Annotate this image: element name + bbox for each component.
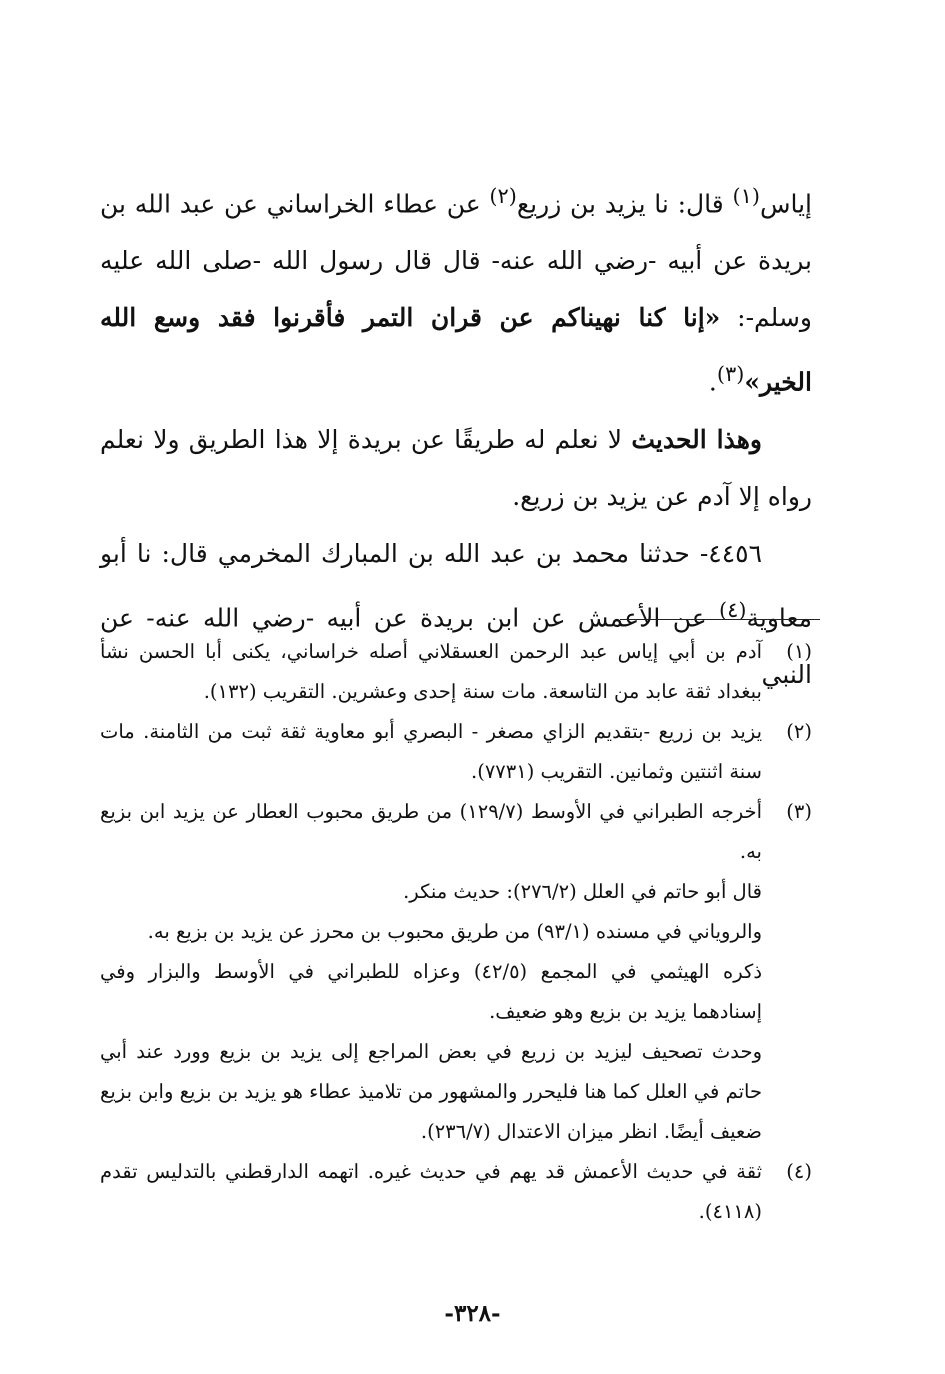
text-span: عن عطاء الخراساني عن عبد الله بن بريدة عن أبيه -رضي الله عنه- قال قال رسول الله -صلى الله عليه وسلم-:: [100, 189, 812, 333]
footnote-text: يزيد بن زريع -بتقديم الزاي مصغر - البصري أبو معاوية ثقة ثبت من الثامنة. مات سنة اثنتين وثمانين. التقريب (٧٧٣١).: [100, 720, 762, 783]
footnote-text: والروياني في مسنده (٩٣/١) من طريق محبوب بن محرز عن يزيد بن بزيع به.: [147, 920, 762, 943]
page-number: -٣٢٨-: [444, 1300, 501, 1327]
footnote-ref-4: (٤): [719, 597, 747, 622]
footnote-text: آدم بن أبي إياس عبد الرحمن العسقلاني أصله خراساني، يكنى أبا الحسن نشأ ببغداد ثقة عابد من التاسعة. مات سنة إحدى وعشرين. التقريب (١٣٢).: [100, 640, 762, 703]
footnote-4: [100, 1152, 812, 1232]
footnote-separator: [620, 619, 820, 620]
footnote-ref-2: (٢): [489, 184, 517, 208]
footnote-number: (٤): [786, 1160, 812, 1183]
hadith-quote: «إنا كنا نهيناكم عن قران التمر فأقرنوا فقد وسع الله الخير»: [100, 303, 812, 397]
footnote-text: قال أبو حاتم في العلل (٢٧٦/٢): حديث منكر.: [403, 880, 762, 903]
footnote-body: [100, 712, 762, 792]
text-span: ٤٤٥٦- حدثنا محمد بن عبد الله بن المبارك المخرمي قال: نا أبو معاوية: [100, 538, 812, 632]
text-span: .: [708, 367, 717, 397]
footnote-number: (٣): [786, 800, 812, 823]
text-span: قال: نا يزيد بن زريع: [516, 189, 733, 219]
text-span: عن الأعمش عن ابن بريدة عن أبيه -رضي الله عنه- عن النبي: [100, 602, 812, 689]
footnote-2: [100, 712, 812, 792]
footnote-body: [100, 1152, 762, 1232]
footnote-text: أخرجه الطبراني في الأوسط (١٢٩/٧) من طريق محبوب العطار عن يزيد ابن بزيع به.: [100, 800, 762, 863]
footnote-ref-1: (١): [732, 184, 760, 208]
paragraph-2: [100, 411, 812, 525]
footnote-ref-3: (٣): [716, 362, 745, 387]
text-span: إياس: [759, 189, 812, 219]
bold-lead: وهذا الحديث: [631, 424, 763, 454]
footnote-number: (١): [786, 640, 812, 663]
paragraph-1: [100, 168, 812, 411]
text-span: لا نعلم له طريقًا عن بريدة إلا هذا الطريق ولا نعلم رواه إلا آدم عن يزيد بن زريع.: [100, 424, 812, 511]
main-text: [100, 168, 812, 703]
footnote-3: [100, 792, 812, 1152]
footnote-body: [100, 632, 762, 712]
footnote-text: ثقة في حديث الأعمش قد يهم في حديث غيره. اتهمه الدارقطني بالتدليس تقدم (٤١١٨).: [100, 1160, 762, 1223]
footnote-text: ذكره الهيثمي في المجمع (٤٢/٥) وعزاه للطبراني في الأوسط والبزار وفي إسنادهما يزيد بن بزيع وهو ضعيف.: [100, 960, 762, 1023]
footnote-number: (٢): [786, 720, 812, 743]
footnotes: [100, 632, 812, 1232]
footnote-1: [100, 632, 812, 712]
footnote-body: [100, 792, 762, 1152]
footnote-text: وحدث تصحيف ليزيد بن زريع في بعض المراجع إلى يزيد بن بزيع وورد عند أبي حاتم في العلل كما هنا فليحرر والمشهور من تلاميذ عطاء هو يزيد بن بزيع وابن بزيع ضعيف أيضًا. انظر ميزان الاعتدال (٢٣٦/٧).: [100, 1040, 762, 1143]
